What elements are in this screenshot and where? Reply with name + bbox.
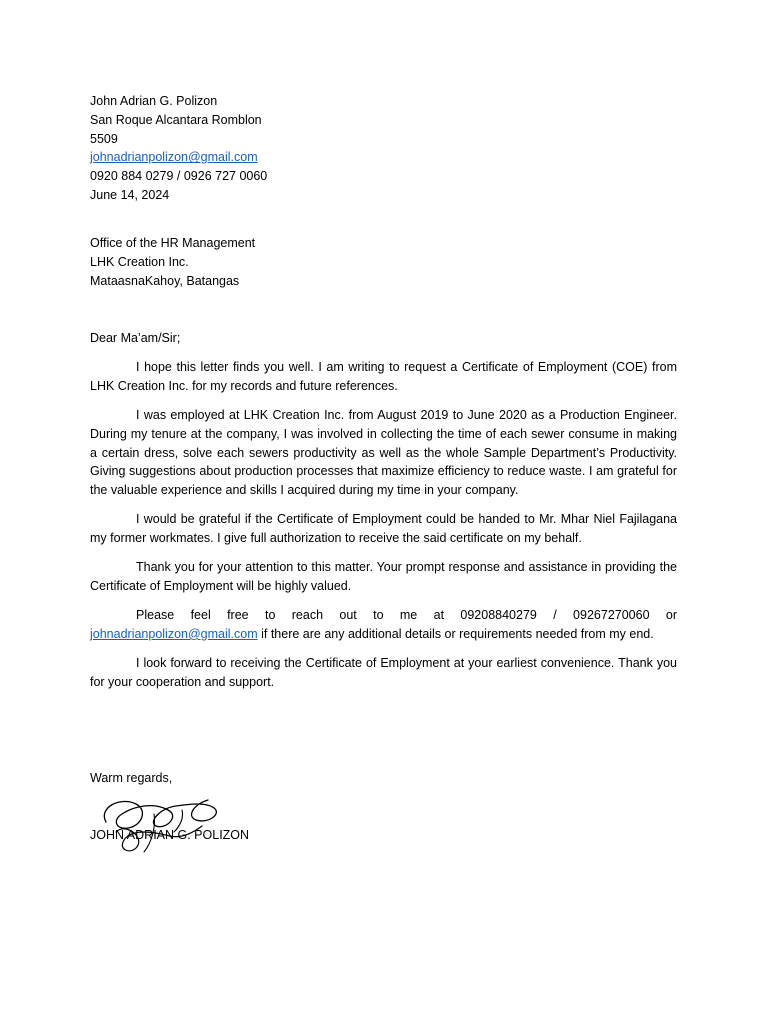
body-paragraph-5: [90, 606, 677, 644]
salutation: [90, 329, 677, 348]
body-paragraph-3: I would be grateful if the Certificate of Employment could be handed to Mr. Mhar Niel Fajilagana my former workmates. I give full authorization to receive the said certificate on my behalf.: [90, 512, 677, 545]
salutation-text: Dear Ma’am/Sir;: [90, 331, 181, 345]
recipient-location: MataasnaKahoy, Batangas: [90, 273, 240, 288]
sender-phones: 0920 884 0279 / 0926 727 0060: [90, 169, 268, 184]
recipient-office: Office of the HR Management: [90, 236, 256, 250]
signature-printed-name: JOHN ADRIAN G. POLIZON: [90, 828, 250, 842]
closing-text: Warm regards,: [90, 771, 173, 785]
closing: [90, 769, 677, 788]
body-paragraph-6: I look forward to receiving the Certificate of Employment at your earliest convenience. Thank you for your cooperation and support.: [90, 656, 677, 689]
sender-zip: 5509: [90, 131, 118, 146]
handwritten-signature: [96, 792, 226, 856]
sender-block: [90, 92, 677, 205]
recipient-block: [90, 234, 677, 290]
body-paragraph-4: Thank you for your attention to this matter. Your prompt response and assistance in providing the Certificate of Employment will be highly valued.: [90, 560, 677, 593]
paragraph-5-text-start: Please feel free to reach out to me at 09208840279 / 09267270060 or: [136, 608, 677, 622]
recipient-company: LHK Creation Inc.: [90, 254, 189, 269]
body-paragraph-1: I hope this letter finds you well. I am writing to request a Certificate of Employment (COE) from LHK Creation Inc. for my records and future references.: [90, 360, 677, 393]
letter-date: June 14, 2024: [90, 187, 170, 202]
body-paragraph-2: I was employed at LHK Creation Inc. from August 2019 to June 2020 as a Production Engineer. During my tenure at the company, I was involved in collecting the time of each sewer consume in making a certain dress, solve each sewers productivity as well as the whole Sample Department’s Productivity. Giving suggestions about production processes that maximize efficiency to reduce waste. I am grateful for the valuable experience and skills I acquired during my time in your company.: [90, 408, 677, 498]
paragraph-5-text-end: if there are any additional details or requirements needed from my end.: [257, 626, 654, 641]
contact-email-link[interactable]: johnadrianpolizon@gmail.com: [90, 626, 258, 641]
sender-address: San Roque Alcantara Romblon: [90, 112, 262, 127]
sender-name: John Adrian G. Polizon: [90, 94, 218, 108]
sender-email-link[interactable]: johnadrianpolizon@gmail.com: [90, 150, 258, 165]
